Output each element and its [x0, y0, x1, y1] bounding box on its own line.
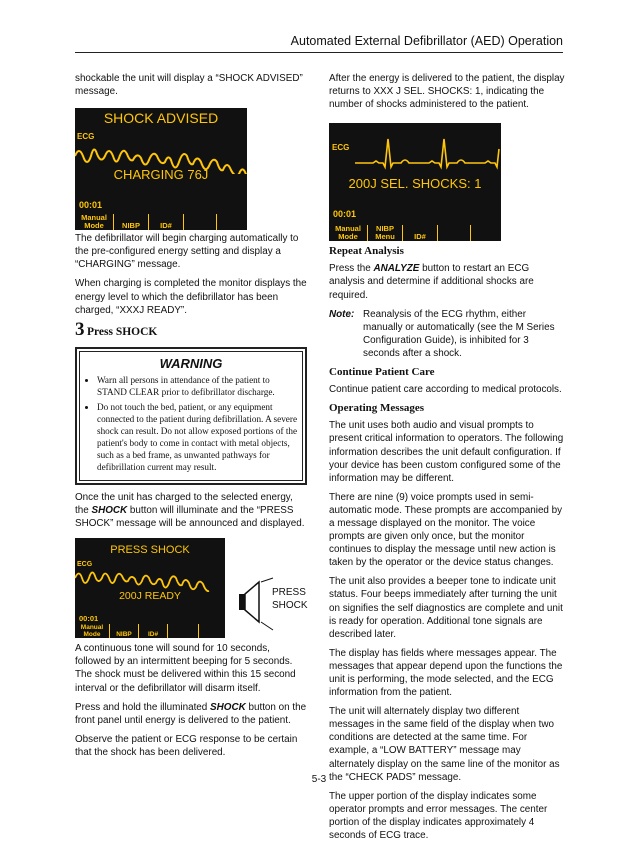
screen-softkeys: [329, 225, 503, 241]
speaker-text: PRESS SHOCK: [272, 587, 308, 612]
screen-ecg-label: ECG: [77, 561, 93, 569]
screen-ecg-label: ECG: [77, 132, 95, 142]
page-header: Automated External Defibrillator (AED) Operation: [290, 34, 563, 48]
softkey-id: ID#: [149, 214, 184, 230]
screen-timer: 00:01: [79, 200, 103, 211]
paragraph: The defibrillator will begin charging automatically to the pre-configured energy setting and display a “CHARGING” message.: [75, 233, 299, 271]
paragraph: The display has fields where messages appear. The messages that appear depend upon the functions the unit is performing, the mode selected, and the ECG information from the patient.: [329, 647, 563, 699]
page-number: 5-3: [311, 774, 327, 785]
screen-softkeys: [75, 214, 249, 230]
paragraph: Once the unit has charged to the selected energy, the SHOCK button will illuminate and the “PRESS SHOCK” message will be announced and displayed.: [75, 491, 305, 530]
paragraph: The upper portion of the display indicates some operator prompts and error messages. The center portion of the display indicates approximately 4 seconds of ECG trace.: [329, 790, 548, 842]
paragraph: The unit will alternately display two different messages in the same field of the display when two conditions are detected at the same time. For example, a “LOW BATTERY” message may alternately display on the same line of the monitor as the “CHECK PADS” message.: [329, 706, 560, 783]
section-heading: Repeat Analysis: [329, 245, 404, 258]
left-column: [75, 72, 307, 765]
note-text: Reanalysis of the ECG rhythm, either manually or automatically (see the M Series Configuration Guide), is inhibited for 3 seconds after a shock.: [363, 308, 555, 359]
softkey-nibp: NIBP: [114, 214, 149, 230]
softkey-manual-mode: Manual Mode: [329, 225, 368, 241]
step-label: Press SHOCK: [86, 325, 158, 338]
softkey-blank: [217, 214, 249, 230]
monitor-screen-shock-advised: [75, 108, 247, 230]
section-heading: Continue Patient Care: [329, 366, 435, 379]
softkey-blank: [471, 225, 503, 241]
softkey-id: ID#: [139, 624, 168, 638]
speaker-icon: [235, 576, 275, 636]
screen-middle-message: 200J READY: [119, 590, 181, 603]
paragraph: Continue patient care according to medical protocols.: [329, 384, 562, 396]
screen-middle-message: CHARGING 76J: [113, 167, 209, 183]
monitor-screen-press-shock: [75, 538, 225, 638]
warning-item: • Do not touch the bed, patient, or any equipment connected to the patient during defibrillation. A severe shock can result. Do not allow exposed portions of the patient's body to come in contact with metal objects, such as a bed frame, as unwanted pathways for defibrillation current may result.: [97, 401, 299, 473]
screen-ecg-label: ECG: [332, 143, 350, 153]
step-heading: [75, 318, 307, 340]
softkey-nibp: NIBP: [110, 624, 139, 638]
note: [329, 308, 565, 360]
warning-box: [75, 347, 307, 485]
screen-timer: 00:01: [333, 209, 357, 220]
screen-top-message: PRESS SHOCK: [110, 544, 190, 557]
note-label: Note:: [329, 308, 355, 320]
paragraph: The unit also provides a beeper tone to indicate unit status. Four beeps immediately after turning the unit on signifies the self diagnostics are complete and unit is ready for operation. Additional tone signals are described later.: [329, 576, 563, 640]
press-shock-figure: [75, 538, 307, 644]
screen-middle-message: 200J SEL. SHOCKS: 1: [348, 176, 482, 192]
screen-softkeys: [75, 624, 229, 638]
softkey-blank: [184, 214, 217, 230]
paragraph: Press and hold the illuminated SHOCK button on the front panel until energy is delivered to the patient.: [75, 701, 307, 726]
ecg-trace-sinus: [329, 133, 501, 173]
paragraph: Observe the patient or ECG response to be certain that the shock has been delivered.: [75, 733, 298, 758]
monitor-screen-shocks: [329, 123, 501, 241]
softkey-id: ID#: [403, 225, 438, 241]
paragraph: When charging is completed the monitor displays the energy level to which the defibrillator has been charged, “XXXJ READY”.: [75, 278, 307, 316]
paragraph: There are nine (9) voice prompts used in semi-automatic mode. These prompts are accompanied by a message displayed on the monitor. The voice prompts are given only once, but the monitor continues to display the message until new action is taken by the operator or the device status changes.: [329, 491, 563, 569]
screen-timer: 00:01: [79, 614, 99, 624]
section-heading: Operating Messages: [329, 402, 425, 415]
header-rule: [75, 52, 563, 53]
softkey-nibp-menu: NIBP Menu: [368, 225, 403, 241]
ecg-trace-vf: [75, 560, 225, 594]
paragraph: The unit uses both audio and visual prompts to present critical information to operators. The following information describes the unit default configuration. If your device has been custom configured some of the information may be different.: [329, 420, 564, 484]
paragraph: shockable the unit will display a “SHOCK ADVISED” message.: [75, 73, 303, 98]
right-column: [329, 72, 565, 848]
screen-top-message: SHOCK ADVISED: [103, 110, 219, 127]
paragraph: A continuous tone will sound for 10 seconds, followed by an intermittent beeping for 5 seconds. The shock must be delivered within this 15 second interval or the defibrillator will disarm itself.: [75, 643, 296, 694]
warning-title: WARNING: [159, 355, 223, 371]
softkey-blank: [199, 624, 229, 638]
softkey-manual-mode: Manual Mode: [75, 624, 110, 638]
softkey-blank: [168, 624, 199, 638]
paragraph: After the energy is delivered to the patient, the display returns to XXX J SEL. SHOCKS: 1, indicating the number of shocks administered to the patient.: [329, 73, 565, 111]
softkey-manual-mode: Manual Mode: [75, 214, 114, 230]
warning-item: • Warn all persons in attendance of the patient to STAND CLEAR prior to defibrillator discharge.: [97, 374, 299, 398]
paragraph: Press the ANALYZE button to restart an ECG analysis and determine if additional shocks are required.: [329, 263, 534, 301]
step-number: 3: [75, 318, 85, 340]
softkey-blank: [438, 225, 471, 241]
